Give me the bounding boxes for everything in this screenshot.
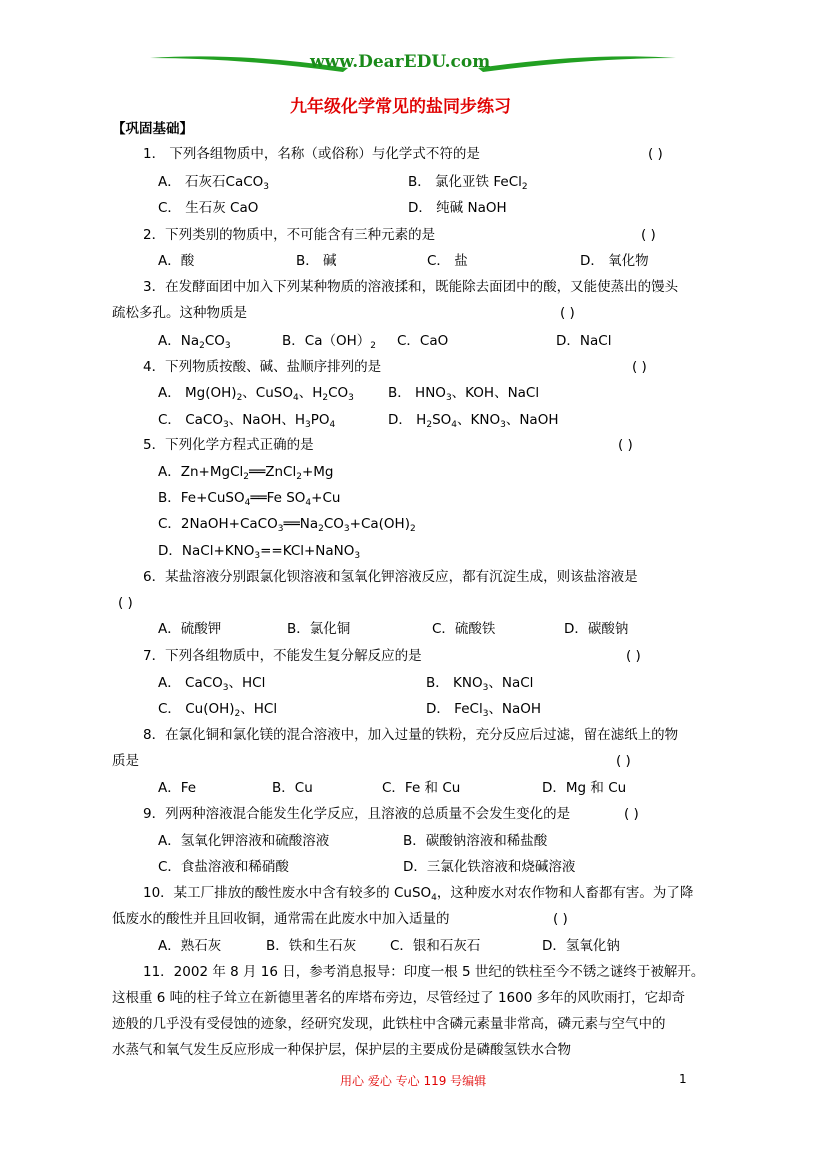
q5-bracket: ( ): [618, 437, 633, 453]
q8-option-c: C．Fe 和 Cu: [382, 780, 461, 796]
q7-option-c: C． $Cu(OH)_2$、HCl: [158, 701, 278, 719]
q4-option-d: D． $H_2SO_4$、$KNO_3$、NaOH: [388, 412, 559, 430]
q6-option-d: D．碳酸钠: [564, 621, 629, 637]
q6-option-b: B．氯化铜: [287, 621, 351, 637]
q7-option-a: A． CaCO$_3$、HCl: [158, 675, 266, 693]
q5-option-a: A．Zn+MgCl$_2$══ZnCl$_2$+Mg: [158, 464, 334, 482]
footer-text: 用心 爱心 专心 119 号编辑: [340, 1074, 487, 1088]
q8-stem-line2: 质是: [112, 753, 139, 769]
q2-stem: 2．下列类别的物质中，不可能含有三种元素的是: [143, 227, 436, 243]
q4-bracket: ( ): [632, 359, 647, 375]
q10-option-a: A．熟石灰: [158, 938, 222, 954]
q6-option-a: A．硫酸钾: [158, 621, 222, 637]
q4-option-b: B． $HNO_3$、KOH、NaCl: [388, 385, 540, 403]
q1-option-b: B． 氯化亚铁 FeCl$_2$: [408, 174, 528, 192]
q6-stem-line1: 6．某盐溶液分别跟氯化钡溶液和氢氧化钾溶液反应，都有沉淀生成，则该盐溶液是: [143, 569, 638, 585]
q10-option-b: B．铁和生石灰: [266, 938, 357, 954]
q2-option-d: D． 氧化物: [580, 253, 649, 269]
q6-option-c: C．硫酸铁: [432, 621, 496, 637]
q10-option-d: D．氢氧化钠: [542, 938, 620, 954]
q11-line3: 迹般的几乎没有受侵蚀的迹象，经研究发现，此铁柱中含磷元素量非常高，磷元素与空气中的: [112, 1016, 666, 1032]
q3-option-b: B．$Ca(OH)_2$: [282, 333, 376, 351]
q10-stem-line2: 低废水的酸性并且回收铜，通常需在此废水中加入适量的: [112, 911, 450, 927]
q9-stem: 9．列两种溶液混合能发生化学反应，且溶液的总质量不会发生变化的是: [143, 806, 571, 822]
q4-option-a: A． $Mg(OH)_2$、CuSO$_4$、$H_2CO_3$: [158, 385, 354, 403]
q3-bracket: ( ): [560, 305, 575, 321]
q5-option-b: B．Fe+CuSO$_4$══Fe $SO_4+Cu$: [158, 490, 341, 508]
q3-stem-line2: 疏松多孔。这种物质是: [112, 305, 247, 321]
q9-option-d: D．三氯化铁溶液和烧碱溶液: [403, 859, 576, 875]
page-number: 1: [679, 1072, 687, 1086]
q1-option-d: D． 纯碱 NaOH: [408, 200, 507, 216]
q9-bracket: ( ): [624, 806, 639, 822]
q7-option-d: D． FeCl$_3$、NaOH: [426, 701, 542, 719]
q10-bracket: ( ): [553, 911, 568, 927]
q5-stem: 5．下列化学方程式正确的是: [143, 437, 314, 453]
q8-bracket: ( ): [616, 753, 631, 769]
q1-stem: 1． 下列各组物质中，名称（或俗称）与化学式不符的是: [143, 146, 480, 162]
q3-option-c: C．CaO: [397, 333, 449, 349]
q11-line2: 这根重 6 吨的柱子耸立在新德里著名的库塔布旁边，尽管经过了 1600 多年的风吹雨打，它却奇: [112, 990, 686, 1006]
q2-option-b: B． 碱: [296, 253, 337, 269]
q2-bracket: ( ): [641, 227, 656, 243]
page-title: 九年级化学常见的盐同步练习: [290, 97, 511, 117]
q5-option-c: C．$2NaOH+CaCO_3══Na_2CO_3+Ca(OH)_2$: [158, 516, 416, 534]
q3-option-a: A．$Na_2CO_3$: [158, 333, 231, 351]
q4-stem: 4．下列物质按酸、碱、盐顺序排列的是: [143, 359, 382, 375]
q9-option-a: A．氢氧化钾溶液和硫酸溶液: [158, 833, 330, 849]
q10-stem-line1: 10．某工厂排放的酸性废水中含有较多的 CuSO$_4$，这种废水对农作物和人畜都有害。为了降: [143, 885, 694, 903]
q8-option-d: D．Mg 和 Cu: [542, 780, 627, 796]
q5-option-d: D．$NaCl+KNO_3==KCl+NaNO_3$: [158, 543, 361, 561]
q8-option-b: B．Cu: [272, 780, 313, 796]
q2-option-c: C． 盐: [427, 253, 468, 269]
q1-bracket: ( ): [648, 146, 663, 162]
q3-stem-line1: 3．在发酵面团中加入下列某种物质的溶液揉和，既能除去面团中的酸，又能使蒸出的馒头: [143, 279, 679, 295]
section-heading: 【巩固基础】: [112, 121, 193, 137]
q3-option-d: D．NaCl: [556, 333, 612, 349]
q11-line4: 水蒸气和氧气发生反应形成一种保护层，保护层的主要成份是磷酸氢铁水合物: [112, 1042, 571, 1058]
q1-option-c: C． 生石灰 CaO: [158, 200, 259, 216]
q10-option-c: C．银和石灰石: [390, 938, 481, 954]
q8-option-a: A．Fe: [158, 780, 197, 796]
q1-option-a: A． 石灰石CaCO$_3$: [158, 174, 270, 192]
q7-option-b: B． $KNO_3$、NaCl: [426, 675, 534, 693]
q9-option-b: B．碳酸钠溶液和稀盐酸: [403, 833, 548, 849]
site-url: www.DearEDU.com: [310, 52, 491, 72]
q2-option-a: A．酸: [158, 253, 195, 269]
q7-bracket: ( ): [626, 648, 641, 664]
q4-option-c: C． CaCO$_3$、NaOH、$H_3PO_4$: [158, 412, 336, 430]
q8-stem-line1: 8．在氯化铜和氯化镁的混合溶液中，加入过量的铁粉，充分反应后过滤，留在滤纸上的物: [143, 727, 679, 743]
q7-stem: 7．下列各组物质中，不能发生复分解反应的是: [143, 648, 422, 664]
q6-bracket: ( ): [118, 595, 133, 611]
q9-option-c: C．食盐溶液和稀硝酸: [158, 859, 289, 875]
q11-line1: 11．2002 年 8 月 16 日，参考消息报导：印度一根 5 世纪的铁柱至今不锈之谜终于被解开。: [143, 964, 705, 980]
